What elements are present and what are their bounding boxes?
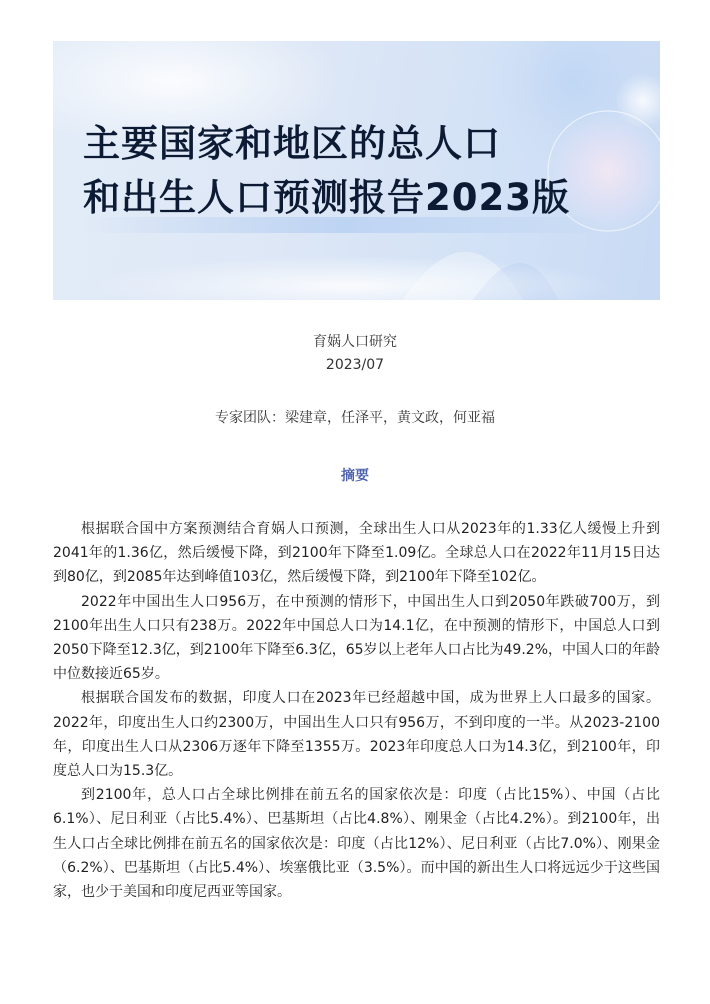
abstract-paragraph-global: 根据联合国中方案预测结合育娲人口预测，全球出生人口从2023年的1.33亿人缓慢上升到2041年的1.36亿，然后缓慢下降，到2100年下降至1.09亿。全球总人口在2022年11月15日达到80亿，到2085年达到峰值103亿，然后缓慢下降，到2100年下降至102亿。 [53, 521, 660, 586]
report-date: 2023/07 [325, 357, 385, 373]
organization-name: 育娲人口研究 [313, 334, 397, 350]
report-title-line2: 和出生人口预测报告2023版 [83, 176, 570, 219]
abstract-paragraph-china: 2022年中国出生人口956万，在中预测的情形下，中国出生人口到2050年跌破700万，到2100年出生人口只有238万。2022年中国总人口为14.1亿，在中预测的情形下，中国总人口到2050下降至12.3亿，到2100年下降至6.3亿，65岁以上老年人口占比为49.2%，中国人口的年龄中位数接近65岁。 [53, 593, 660, 683]
abstract-heading: 摘要 [341, 468, 369, 484]
report-title [83, 117, 570, 225]
abstract-paragraph-india: 根据联合国发布的数据，印度人口在2023年已经超越中国，成为世界上人口最多的国家。2022年，印度出生人口约2300万，中国出生人口只有956万，不到印度的一半。从2023-2100年，印度出生人口从2306万逐年下降至1355万。2023年印度总人口为14.3亿，到2100年，印度总人口为15.3亿。 [53, 690, 660, 780]
abstract-paragraph-rankings: 到2100年，总人口占全球比例排在前五名的国家依次是：印度（占比15%）、中国（占比6.1%）、尼日利亚（占比5.4%）、巴基斯坦（占比4.8%）、刚果金（占比4.2%）。到2100年，出生人口占全球比例排在前五名的国家依次是：印度（占比12%）、尼日利亚（占比7.0%）、刚果金（6.2%）、巴基斯坦（占比5.4%）、埃塞俄比亚（3.5%）。而中国的新出生人口将远远少于这些国家，也少于美国和印度尼西亚等国家。 [53, 787, 660, 901]
abstract-body [53, 517, 660, 904]
cover-banner [53, 41, 660, 300]
report-title-line1: 主要国家和地区的总人口 [83, 122, 501, 165]
expert-team: 专家团队：梁建章，任泽平，黄文政，何亚福 [215, 410, 495, 426]
